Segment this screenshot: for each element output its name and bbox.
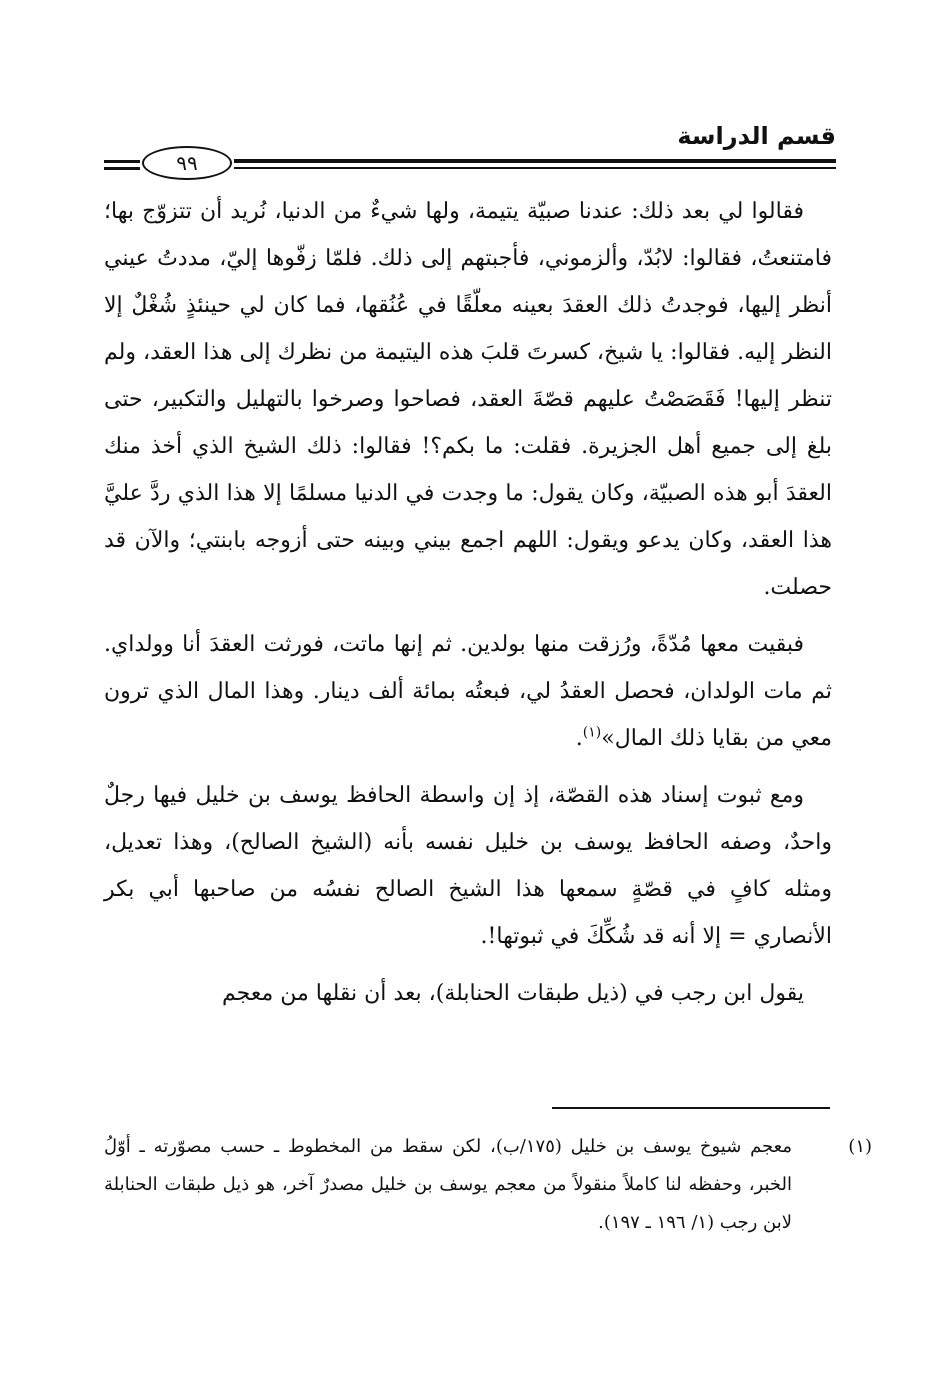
paragraph-4: يقول ابن رجب في (ذيل طبقات الحنابلة)، بعد أن نقلها من معجم (222, 981, 804, 1006)
header-rule-thin (234, 167, 836, 169)
footnote-line (104, 1128, 873, 1242)
footnote-reference[interactable]: (١) (582, 724, 602, 741)
paragraph-3: ومع ثبوت إسناد هذه القصّة، إذ إن واسطة الحافظ يوسف بن خليل فيها رجلٌ واحدٌ، وصفه الحافظ يوسف بن خليل نفسه بأنه (الشيخ الصالح)، وهذا تعديل، ومثله كافٍ في قصّةٍ سمعها هذا الشيخ الصالح نفسُه من صاحبها أبي بكر الأنصاري = إلا أنه قد شُكِّكَ في ثبوتها!. (104, 783, 832, 949)
footnote-number: (١) (848, 1136, 873, 1157)
paragraph-2-text: فبقيت معها مُدّةً، ورُزقت منها بولدين. ثم إنها ماتت، فورثت العقدَ أنا وولداي. ثم مات الولدان، فحصل العقدُ لي، فبعتُه بمائة ألف دينار. وهذا المال الذي ترون معي من بقايا ذلك المال» (104, 632, 832, 751)
section-title: قسم الدراسة (677, 122, 836, 150)
header-rule (234, 159, 836, 163)
paragraph-2 (104, 621, 832, 762)
header-rule-left (104, 160, 140, 163)
footnote-separator (552, 1107, 830, 1109)
main-text (104, 188, 832, 1017)
footnote (104, 1128, 873, 1242)
paragraph-1: فقالوا لي بعد ذلك: عندنا صبيّة يتيمة، ولها شيءٌ من الدنيا، نُريد أن تتزوّج بها؛ فامتنعتُ، فقالوا: لابُدّ، وألزموني، فأجبتهم إلى ذلك. فلمّا زفّوها إليّ، مددتُ عيني أنظر إليها، فوجدتُ ذلك العقدَ بعينه معلّقًا في عُنُقها، فما كان لي حينئذٍ شُغْلٌ إلا النظر إليه. فقالوا: يا شيخ، كسرتَ قلبَ هذه اليتيمة من نظرك إلى هذا العقد، ولم تنظر إليها! فَقَصَصْتُ عليهم قصّةَ العقد، فصاحوا وصرخوا بالتهليل والتكبير، حتى بلغ إلى جميع أهل الجزيرة. فقلت: ما بكم؟! فقالوا: ذلك الشيخ الذي أخذ منك العقدَ أبو هذه الصبيّة، وكان يقول: ما وجدت في الدنيا مسلمًا إلا هذا الذي ردَّ عليَّ هذا العقد، وكان يدعو ويقول: اللهم اجمع بيني وبينه حتى أزوجه بابنتي؛ والآن قد حصلت. (104, 199, 832, 600)
page-number: ٩٩ (142, 146, 232, 180)
paragraph-2-end: . (575, 726, 583, 751)
footnote-text: معجم شيوخ يوسف بن خليل (١٧٥/ب)، لكن سقط من المخطوط ـ حسب مصوّرته ـ أوّلُ الخبر، وحفظه لنا كاملاً منقولاً من معجم يوسف بن خليل مصدرٌ آخر، هو ذيل طبقات الحنابلة لابن رجب (١/ ١٩٦ ـ ١٩٧). (104, 1136, 793, 1233)
header-rule-left-lower (104, 167, 140, 170)
